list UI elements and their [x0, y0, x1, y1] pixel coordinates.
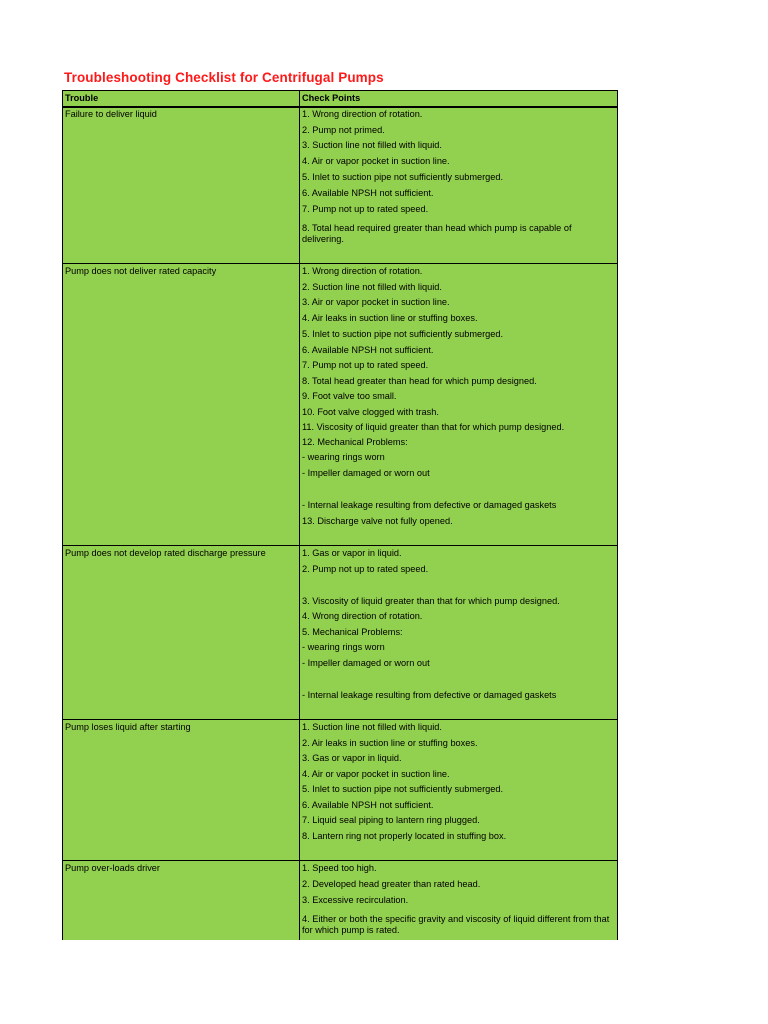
check-point: 7. Pump not up to rated speed. — [302, 360, 429, 370]
table-row — [63, 263, 617, 546]
header-trouble: Trouble — [65, 93, 99, 103]
check-point: - wearing rings worn — [302, 642, 385, 652]
check-point: 2. Suction line not filled with liquid. — [302, 282, 442, 292]
check-point: 8. Lantern ring not properly located in stuffing box. — [302, 831, 507, 841]
checklist-table — [62, 90, 618, 940]
check-point: - Internal leakage resulting from defective or damaged gaskets — [302, 690, 557, 700]
check-point: - Internal leakage resulting from defective or damaged gaskets — [302, 500, 557, 510]
header-check-points: Check Points — [302, 93, 361, 103]
check-point: 7. Pump not up to rated speed. — [302, 204, 429, 214]
check-point: 7. Liquid seal piping to lantern ring plugged. — [302, 815, 480, 825]
check-point: 3. Excessive recirculation. — [302, 895, 409, 905]
check-point: 4. Wrong direction of rotation. — [302, 611, 423, 621]
check-point: 8. Total head greater than head for which pump designed. — [302, 376, 537, 386]
trouble-cell: Pump does not develop rated discharge pressure — [65, 548, 266, 558]
check-point: 13. Discharge valve not fully opened. — [302, 516, 453, 526]
check-point: 4. Air or vapor pocket in suction line. — [302, 156, 450, 166]
trouble-cell: Pump over-loads driver — [65, 863, 160, 873]
check-point: 4. Either or both the specific gravity and viscosity of liquid different from that for which pump is rated. — [302, 914, 610, 935]
check-point: 5. Mechanical Problems: — [302, 627, 403, 637]
check-point: - Impeller damaged or worn out — [302, 468, 430, 478]
check-point: 3. Air or vapor pocket in suction line. — [302, 297, 450, 307]
check-point: 6. Available NPSH not sufficient. — [302, 800, 434, 810]
check-point: 9. Foot valve too small. — [302, 391, 397, 401]
check-point: 2. Pump not up to rated speed. — [302, 564, 429, 574]
check-point: - Impeller damaged or worn out — [302, 658, 430, 668]
check-point: 2. Air leaks in suction line or stuffing boxes. — [302, 738, 478, 748]
check-point: 1. Wrong direction of rotation. — [302, 266, 423, 276]
table-row — [63, 719, 617, 861]
table-row — [63, 106, 617, 264]
trouble-cell: Failure to deliver liquid — [65, 109, 157, 119]
table-row — [63, 545, 617, 720]
check-point: 5. Inlet to suction pipe not sufficiently submerged. — [302, 329, 504, 339]
trouble-cell: Pump does not deliver rated capacity — [65, 266, 217, 276]
check-point: 5. Inlet to suction pipe not sufficiently submerged. — [302, 784, 504, 794]
check-point: 10. Foot valve clogged with trash. — [302, 407, 439, 417]
check-point: 4. Air leaks in suction line or stuffing boxes. — [302, 313, 478, 323]
check-point: 11. Viscosity of liquid greater than that for which pump designed. — [302, 422, 565, 432]
check-point: - wearing rings worn — [302, 452, 385, 462]
check-point: 5. Inlet to suction pipe not sufficiently submerged. — [302, 172, 504, 182]
check-point: 12. Mechanical Problems: — [302, 437, 408, 447]
check-point: 1. Gas or vapor in liquid. — [302, 548, 402, 558]
check-point: 1. Suction line not filled with liquid. — [302, 722, 442, 732]
check-point: 4. Air or vapor pocket in suction line. — [302, 769, 450, 779]
check-point: 1. Wrong direction of rotation. — [302, 109, 423, 119]
check-point: 6. Available NPSH not sufficient. — [302, 188, 434, 198]
check-point: 2. Developed head greater than rated head. — [302, 879, 481, 889]
trouble-cell: Pump loses liquid after starting — [65, 722, 191, 732]
check-point: 8. Total head required greater than head which pump is capable of delivering. — [302, 223, 572, 244]
check-point: 3. Suction line not filled with liquid. — [302, 140, 442, 150]
check-point: 2. Pump not primed. — [302, 125, 385, 135]
page-title: Troubleshooting Checklist for Centrifugal Pumps — [64, 70, 384, 85]
check-point: 1. Speed too high. — [302, 863, 377, 873]
table-row — [63, 860, 617, 941]
check-point: 6. Available NPSH not sufficient. — [302, 345, 434, 355]
check-point: 3. Gas or vapor in liquid. — [302, 753, 402, 763]
check-point: 3. Viscosity of liquid greater than that for which pump designed. — [302, 596, 560, 606]
